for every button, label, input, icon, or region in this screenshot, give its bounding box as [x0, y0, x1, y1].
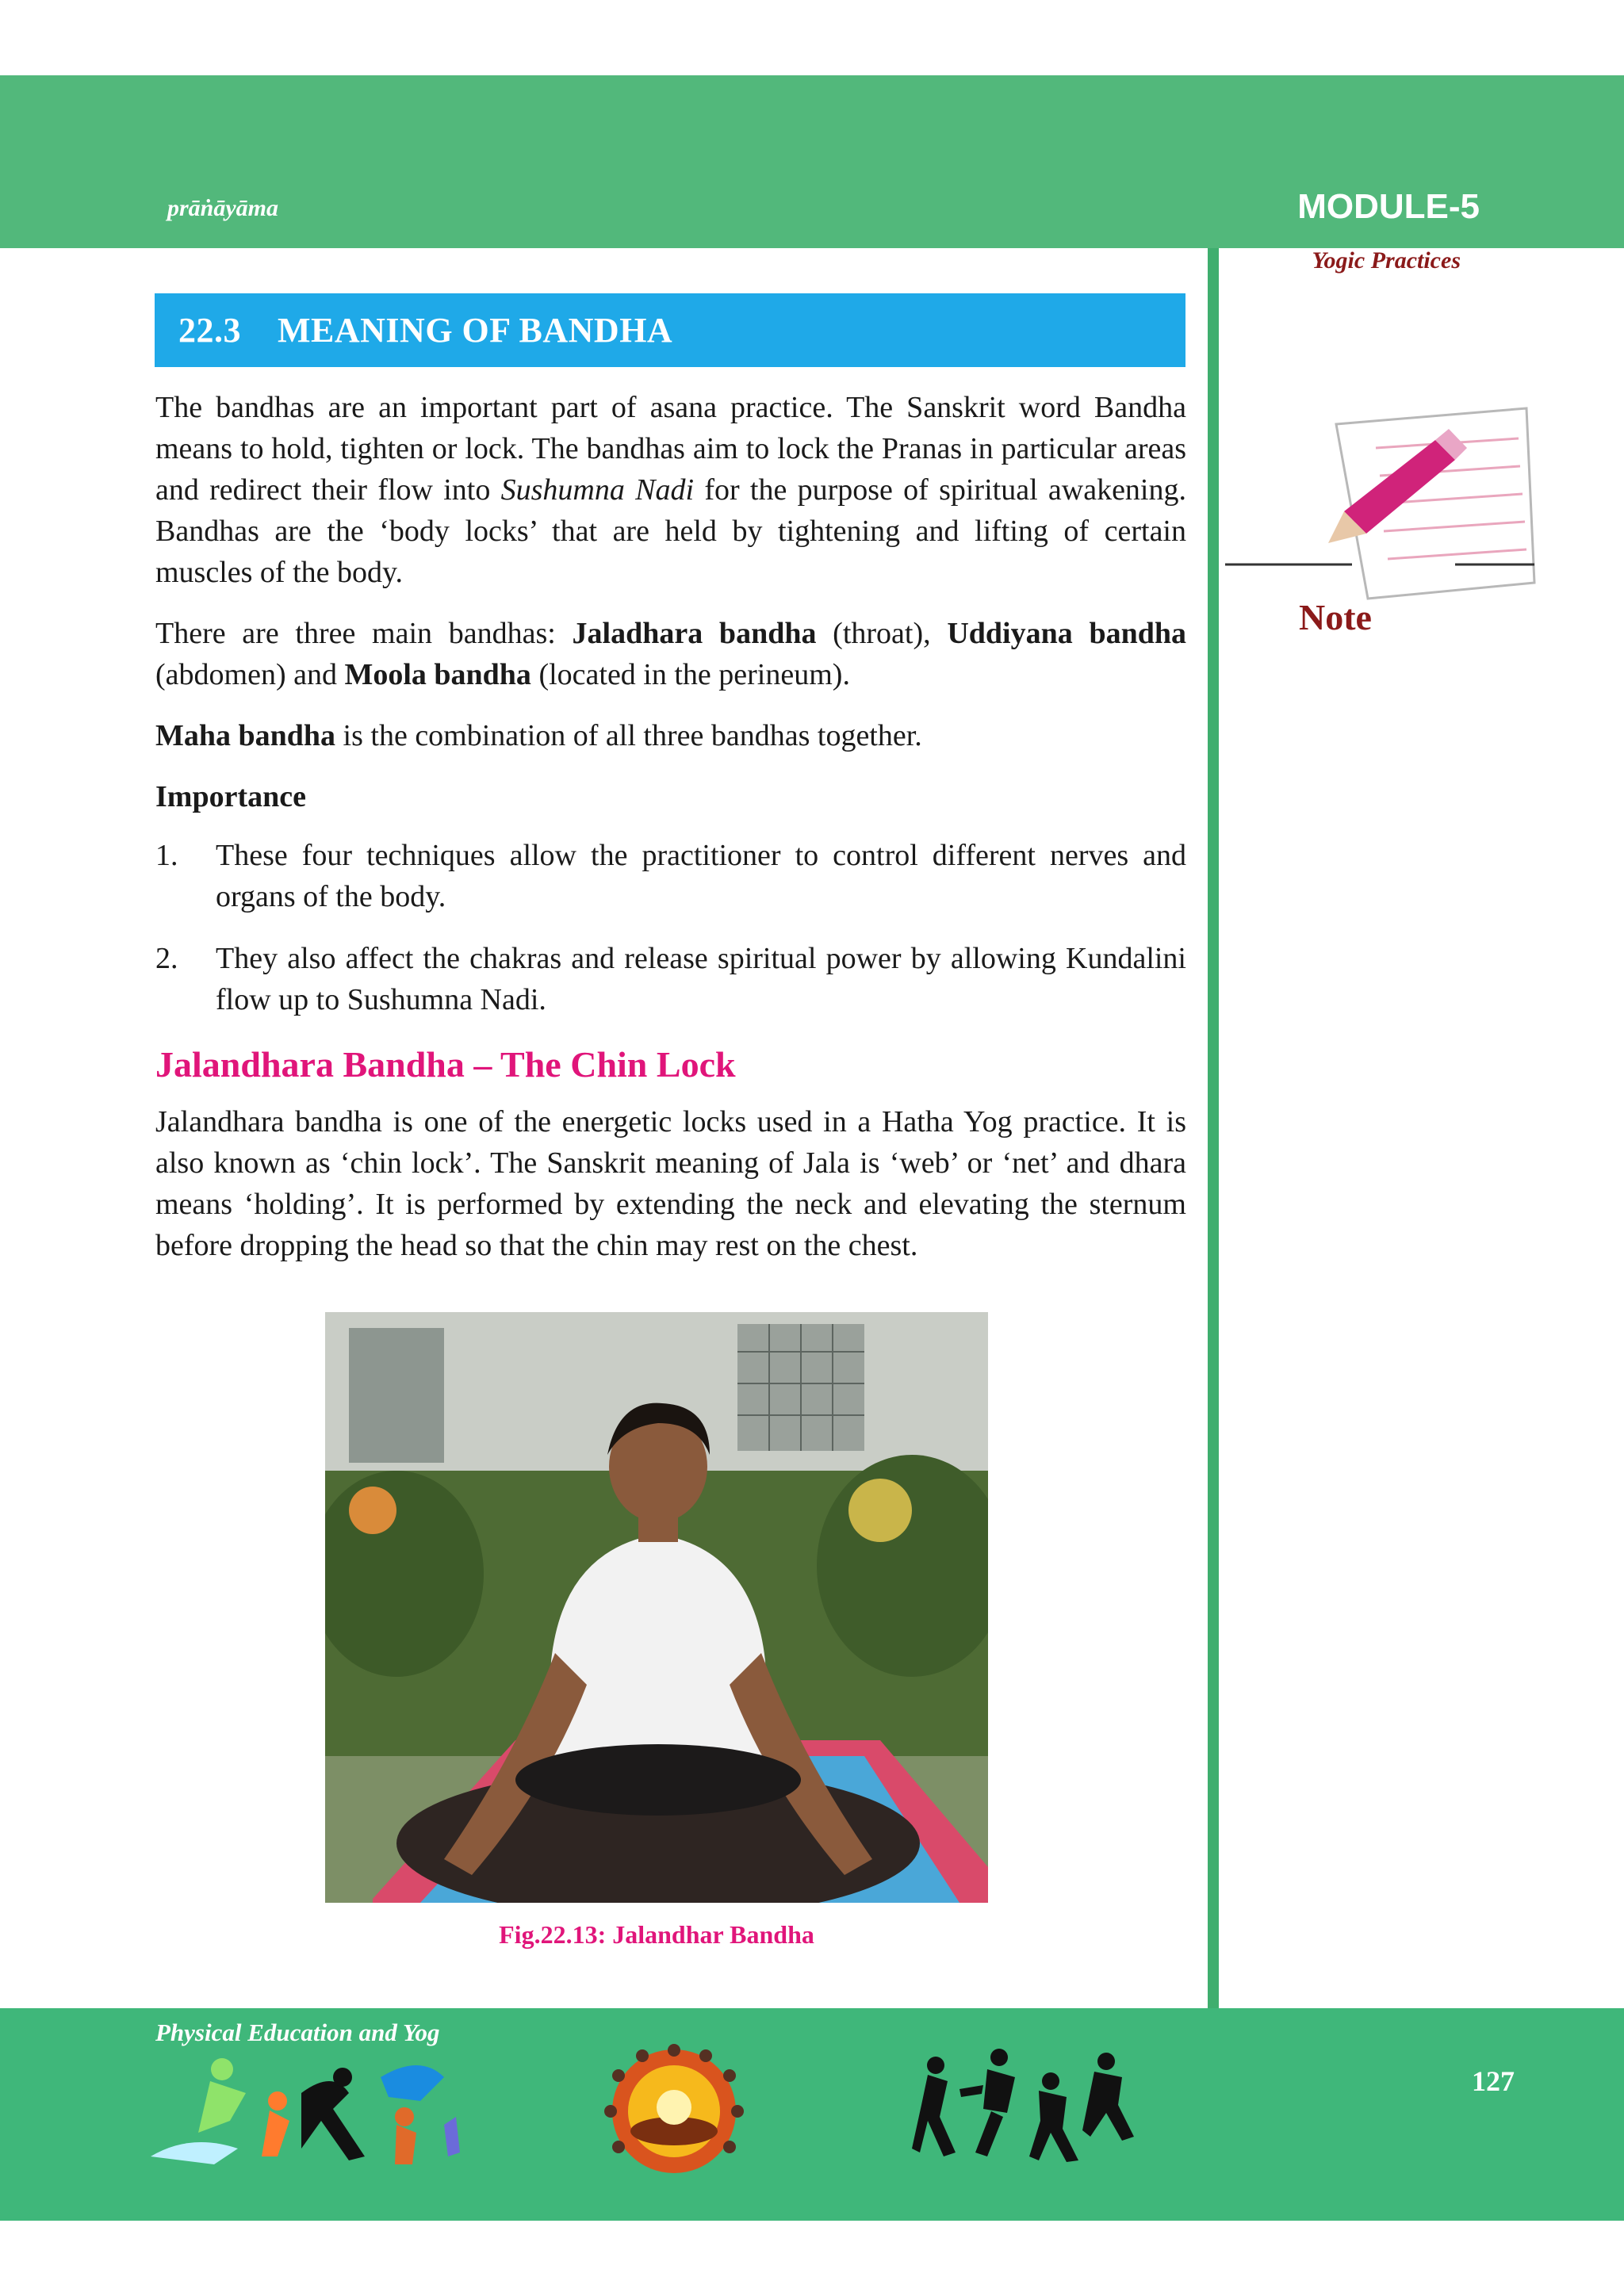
note-pencil-icon: [1225, 392, 1542, 607]
section-number: 22.3: [178, 311, 241, 350]
meditation-pose-illustration: [325, 1312, 988, 1903]
paragraph-three-bandhas: There are three main bandhas: Jaladhara bandha (throat), Uddiyana bandha (abdomen) and Moola bandha (located in the perineum).: [155, 617, 1186, 691]
figure-photo: [325, 1312, 988, 1903]
paragraph-maha-bandha: Maha bandha is the combination of all three bandhas together.: [155, 719, 922, 752]
module-label: MODULE-5: [1297, 187, 1480, 226]
section-title: MEANING OF BANDHA: [278, 311, 673, 350]
importance-heading: Importance: [155, 780, 306, 813]
footer-title: Physical Education and Yog: [155, 2019, 440, 2046]
section-heading-bar: [155, 293, 1185, 367]
paragraph-jalandhara: Jalandhara bandha is one of the energetic locks used in a Hatha Yog practice. It is also known as ‘chin lock’. The Sanskrit meaning of Jala is ‘web’ or ‘net’ and dhara means ‘holding’. It is performed by extending the neck and elevating the sternum before dropping the head so that the chin may rest on the chest.: [155, 1105, 1186, 1262]
athletes-silhouette-icon: [912, 2042, 1142, 2168]
figure-caption: Fig.22.13: Jalandhar Bandha: [499, 1920, 814, 1949]
main-content: [155, 387, 1186, 1286]
subheading-chin-lock: Jalandhara Bandha – The Chin Lock: [155, 1044, 736, 1085]
note-label: Note: [1299, 597, 1372, 637]
chapter-tag: prāṅāyāma: [167, 195, 279, 221]
list-item: 1. These four techniques allow the practitioner to control different nerves and organs of the body.: [155, 839, 1186, 913]
module-subtitle: Yogic Practices: [1312, 247, 1461, 274]
page-number: 127: [1472, 2065, 1515, 2097]
margin-rule: [1208, 248, 1219, 2008]
sports-figures-icon: [143, 2045, 508, 2172]
paragraph-intro: The bandhas are an important part of asana practice. The Sanskrit word Bandha means to hold, tighten or lock. The bandhas aim to lock the Pranas in particular areas and redirect their flow into Sushumna Nadi for the purpose of spiritual awakening. Bandhas are the ‘body locks’ that are held by tightening and lifting of certain muscles of the body.: [155, 391, 1186, 589]
list-item: 2. They also affect the chakras and release spiritual power by allowing Kundalini flow up to Sushumna Nadi.: [155, 942, 1186, 1016]
importance-list: [155, 835, 1186, 1020]
sun-emblem-icon: [595, 2044, 753, 2179]
